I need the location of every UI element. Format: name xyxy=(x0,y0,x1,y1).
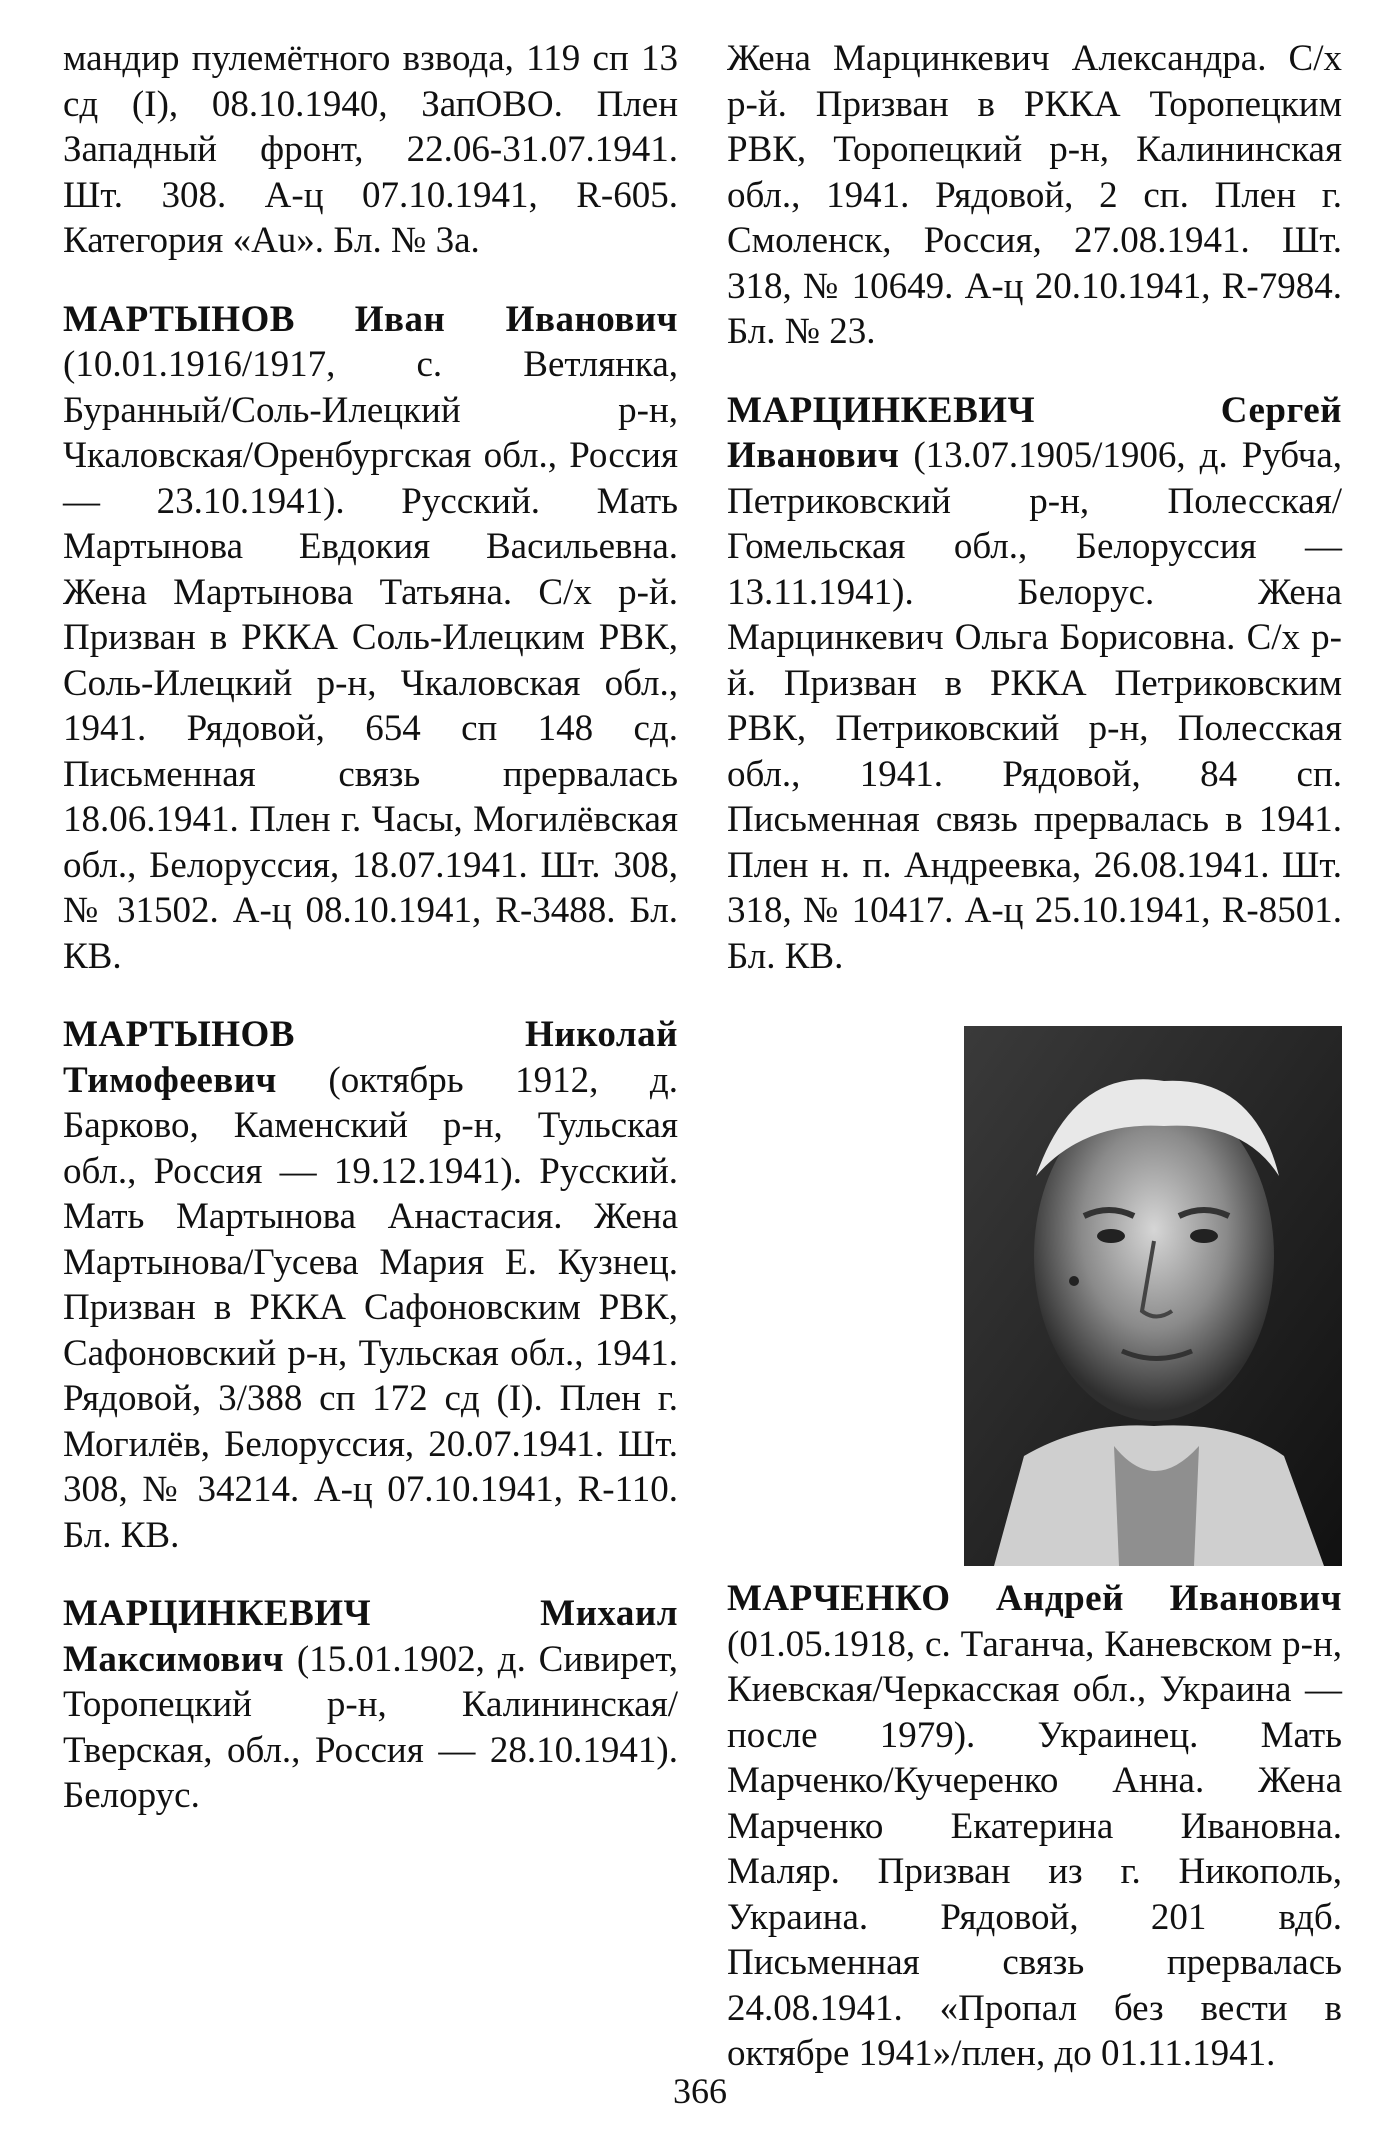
entry-given-names: Андрей Иванович xyxy=(995,1578,1342,1619)
entry-given-names: Иван Иванович xyxy=(354,298,679,340)
left-column xyxy=(63,36,678,1852)
page-number: 366 xyxy=(673,2071,727,2111)
entry-given-names: Сергей Иванович xyxy=(727,389,1342,476)
entry-surname: МАРЦИНКЕВИЧ xyxy=(63,1593,372,1634)
entry-continuation: Жена Марцинкевич Александра. С/х р-й. Призван в РККА Торопецким РВК, Торопецкий р-н, Калининская обл., 1941. Рядовой, 2 сп. Плен г. Смоленск, Россия, 27.08.1941. Шт. 318, № 10649. А-ц 20.10.1941, R-7984. Бл. № 23. xyxy=(727,38,1342,352)
entry-martsinkevich-sergei xyxy=(727,388,1342,980)
portrait-photo xyxy=(964,1026,1342,1566)
entry-martsinkevich-mikhail xyxy=(63,1591,678,1819)
entry-marchenko-andrei xyxy=(727,1012,1342,2077)
entry-text: (10.01.1916/1917, с. Ветлянка, Буранный/Соль-Илецкий р-н, Чкаловская/Оренбургская обл., Россия — 23.10.1941). Русский. Мать Мартынова Евдокия Васильевна. Жена Мартынова Татьяна. С/х р-й. Призван в РККА Соль-Илецким РВК, Соль-Илецкий р-н, Чкаловская обл., 1941. Рядовой, 654 сп 148 сд. Письменная связь прервалась 18.06.1941. Плен г. Часы, Могилёвская обл., Белоруссия, 18.07.1941. Шт. 308, № 31502. А-ц 08.10.1941, R-3488. Бл. КВ. xyxy=(63,344,678,977)
entry-surname: МАРТЫНОВ xyxy=(63,298,295,340)
entry-given-names: Михаил Максимович xyxy=(63,1593,678,1680)
entry-text: (октябрь 1912, д. Барково, Каменский р-н, Тульская обл., Россия — 19.12.1941). Русский. Мать Мартынова Анастасия. Жена Мартынова/Гусева Мария Е. Кузнец. Призван в РККА Сафоновским РВК, Сафоновский р-н, Тульская обл., 1941. Рядовой, 3/388 сп 172 сд (I). Плен г. Могилёв, Белоруссия, 20.07.1941. Шт. 308, № 34214. А-ц 07.10.1941, R-110. Бл. КВ. xyxy=(63,1059,678,1556)
entry-martynov-nikolai xyxy=(63,1012,678,1558)
entry-surname: МАРЧЕНКО xyxy=(727,1578,951,1619)
entry-given-names: Николай Тимофеевич xyxy=(63,1014,678,1101)
entry-text: (01.05.1918, с. Таганча, Каневском р-н, Киевская/Черкасская обл., Украина — после 1979). Украинец. Мать Марченко/Кучеренко Анна. Жена Марченко Екатерина Ивановна. Маляр. Призван из г. Никополь, Украина. Рядовой, 201 вдб. Письменная связь прервалась 24.08.1941. «Пропал без вести в октябре 1941»/плен, до 01.11.1941. xyxy=(727,1623,1342,2074)
entry-surname: МАРЦИНКЕВИЧ xyxy=(727,389,1036,431)
entry-martynov-ivan xyxy=(63,297,678,980)
entry-text: (15.01.1902, д. Сивирет, Торопецкий р-н, Калининская/Тверская, обл., Россия — 28.10.1941). Белорус. xyxy=(63,1638,678,1816)
entry-continuation: мандир пулемётного взвода, 119 сп 13 сд (I), 08.10.1940, ЗапОВО. Плен Западный фронт, 22.06-31.07.1941. Шт. 308. А-ц 07.10.1941, R-605. Категория «Au». Бл. № 3а. xyxy=(63,38,678,261)
right-column xyxy=(727,36,1342,2110)
entry-surname: МАРТЫНОВ xyxy=(63,1014,295,1055)
entry-text: (13.07.1905/1906, д. Рубча, Петриковский р-н, Полесская/Гомельская обл., Белоруссия — 13.11.1941). Белорус. Жена Марцинкевич Ольга Борисовна. С/х р-й. Призван в РККА Петриковским РВК, Петриковский р-н, Полесская обл., 1941. Рядовой, 84 сп. Письменная связь прервалась в 1941. Плен н. п. Андреевка, 26.08.1941. Шт. 318, № 10417. А-ц 25.10.1941, R-8501. Бл. КВ. xyxy=(727,435,1342,977)
